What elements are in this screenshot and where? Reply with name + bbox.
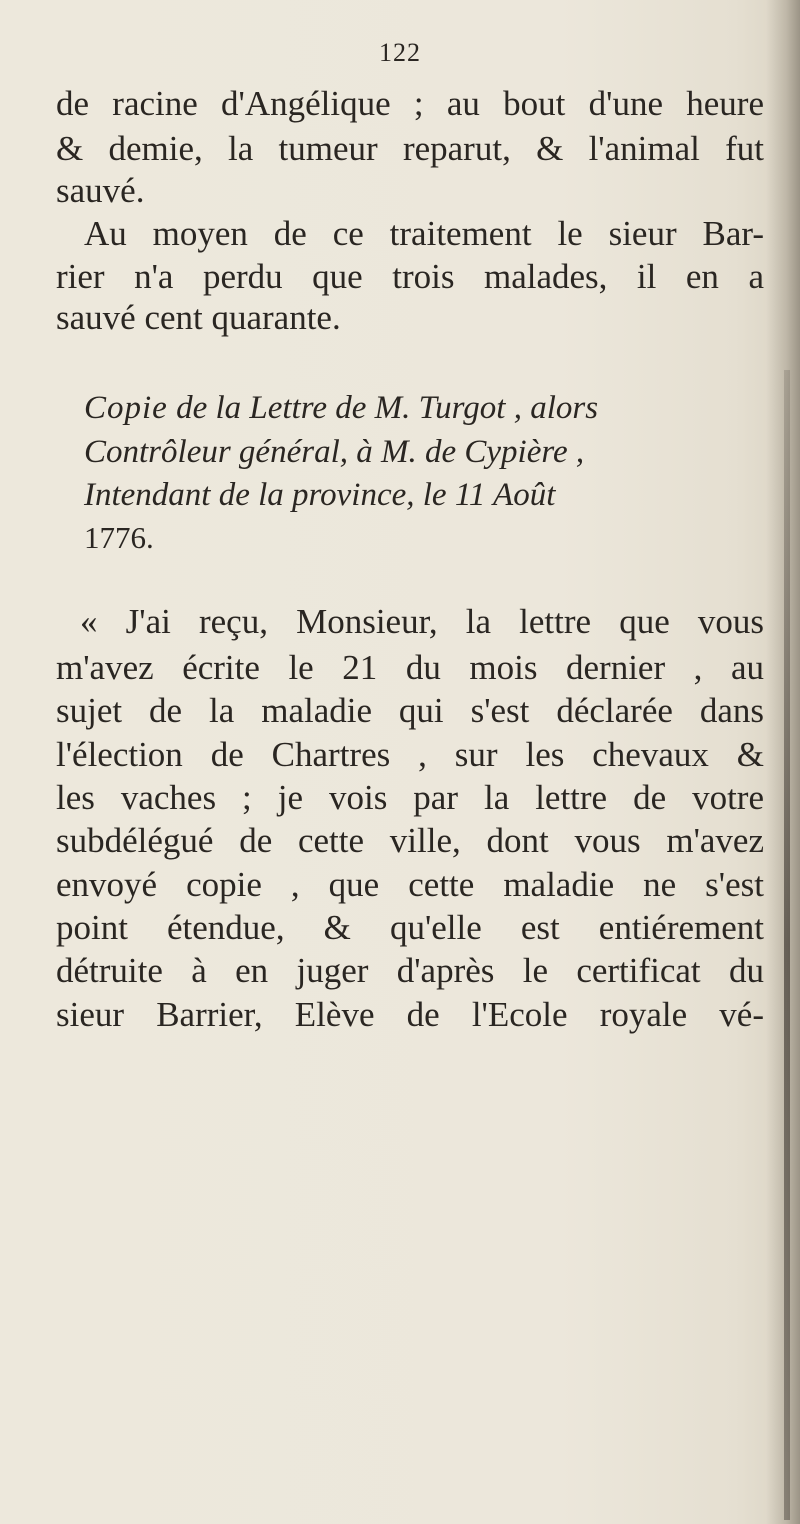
page-gutter-shadow (766, 0, 800, 1524)
letter-line: sujet de la maladie qui s'est déclarée dans (56, 691, 764, 730)
text-line: sauvé cent quarante. (56, 298, 341, 337)
copie-heading-rest: de la Lettre de M. Turgot , alors (167, 390, 599, 426)
letter-line: l'élection de Chartres , sur les chevaux & (56, 735, 764, 774)
letter-line: « J'ai reçu, Monsieur, la lettre que vous (80, 602, 764, 641)
binding-edge (784, 370, 790, 1520)
copie-heading-date: 1776. (84, 520, 154, 555)
letter-line: envoyé copie , que cette maladie ne s'est (56, 865, 764, 904)
text-line: Au moyen de ce traitement le sieur Bar- (84, 214, 764, 253)
copie-heading-line: Intendant de la province, le 11 Août (84, 477, 556, 513)
text-line: sauvé. (56, 171, 145, 210)
text-line: & demie, la tumeur reparut, & l'animal fut (56, 129, 764, 168)
copie-smallcaps: Copie (84, 390, 168, 426)
copie-heading-line: Contrôleur général, à M. de Cypière , (84, 434, 585, 470)
letter-line: m'avez écrite le 21 du mois dernier , au (56, 648, 764, 687)
letter-line: sieur Barrier, Elève de l'Ecole royale vé- (56, 995, 764, 1034)
letter-line: les vaches ; je vois par la lettre de votre (56, 778, 764, 817)
text-line: rier n'a perdu que trois malades, il en a (56, 257, 764, 296)
text-line: de racine d'Angélique ; au bout d'une heure (56, 84, 764, 123)
letter-line: subdélégué de cette ville, dont vous m'avez (56, 821, 764, 860)
page-number: 122 (379, 38, 421, 67)
letter-line: point étendue, & qu'elle est entiérement (56, 908, 764, 947)
letter-line: détruite à en juger d'après le certificat du (56, 951, 764, 990)
copie-heading-line (84, 392, 598, 425)
